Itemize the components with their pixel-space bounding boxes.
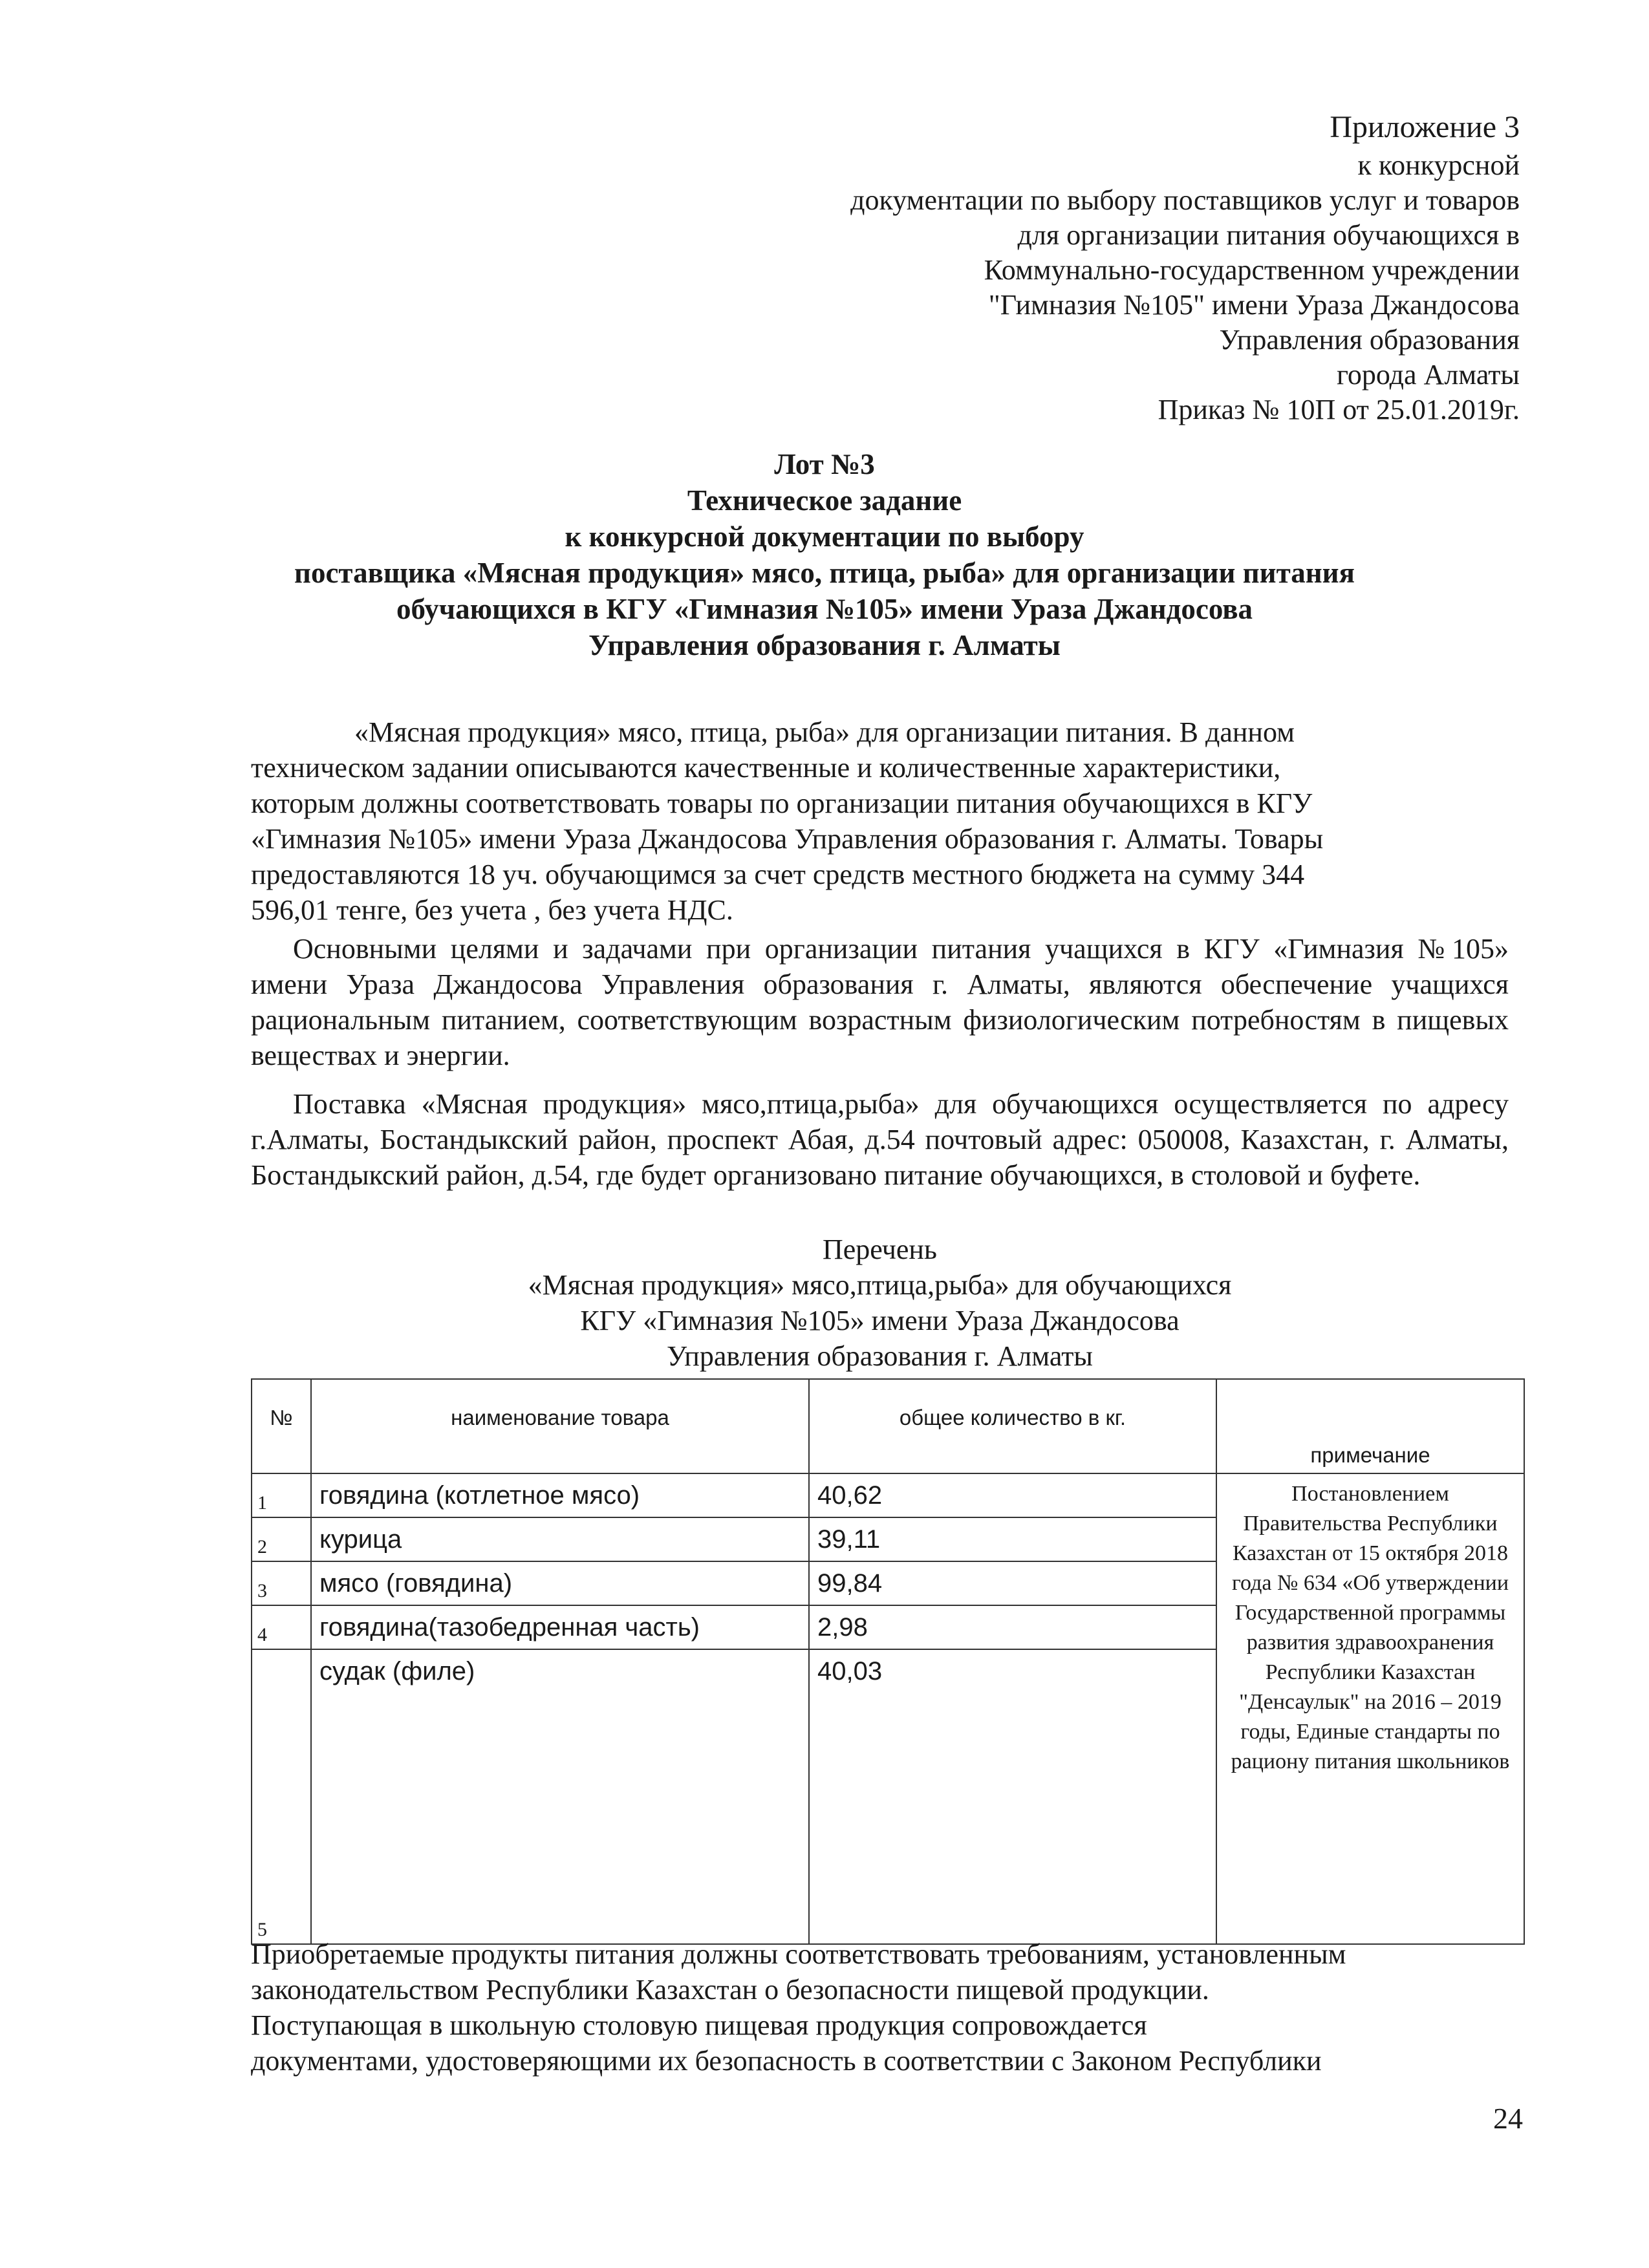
header-quantity: общее количество в кг. xyxy=(809,1379,1216,1473)
appendix-line: Приложение 3 xyxy=(1330,110,1520,144)
list-heading-line: Управления образования г. Алматы xyxy=(666,1340,1093,1372)
appendix-line: города Алматы xyxy=(1336,359,1520,390)
header-product-name: наименование товара xyxy=(311,1379,809,1473)
list-heading-line: КГУ «Гимназия №105» имени Ураза Джандосова xyxy=(580,1305,1180,1336)
product-name: говядина(тазобедренная часть) xyxy=(311,1605,809,1649)
product-name: мясо (говядина) xyxy=(311,1561,809,1605)
goods-table xyxy=(251,1378,1525,1945)
header-number: № xyxy=(252,1379,311,1473)
product-name: судак (филе) xyxy=(311,1649,809,1944)
product-quantity: 39,11 xyxy=(809,1517,1216,1561)
list-heading xyxy=(251,1232,1509,1374)
delivery-paragraph: Поставка «Мясная продукция» мясо,птица,рыба» для обучающихся осуществляется по адресу г.Алматы, Бостандыкский район, проспект Абая, д.54 почтовый адрес: 050008, Казахстан, г. Алматы, Бостандыкский район, д.54, где будет организовано питание обучающихся, в столовой и буфете. xyxy=(251,1088,1509,1191)
intro-line: которым должны соответствовать товары по организации питания обучающихся в КГУ xyxy=(251,787,1313,819)
title-line: поставщика «Мясная продукция» мясо, птица, рыба» для организации питания xyxy=(294,557,1355,589)
appendix-line: Приказ № 10П от 25.01.2019г. xyxy=(1158,394,1520,425)
intro-line: 596,01 тенге, без учета , без учета НДС. xyxy=(251,894,733,926)
table-row xyxy=(252,1473,1524,1517)
title-line: Техническое задание xyxy=(687,484,962,517)
row-number: 1 xyxy=(252,1473,311,1517)
title-line: Управления образования г. Алматы xyxy=(588,629,1061,661)
product-quantity: 40,03 xyxy=(809,1649,1216,1944)
closing-line: Поступающая в школьную столовую пищевая продукция сопровождается xyxy=(251,2009,1147,2041)
closing-paragraph xyxy=(251,1936,1509,2079)
list-heading-line: «Мясная продукция» мясо,птица,рыба» для обучающихся xyxy=(528,1269,1232,1301)
appendix-line: "Гимназия №105" имени Ураза Джандосова xyxy=(988,289,1520,321)
table-header-row xyxy=(252,1379,1524,1473)
note-cell: Постановлением Правительства Республики Казахстан от 15 октября 2018 года № 634 «Об утверждении Государственной программы развития здравоохранения Республики Казахстан "Денсаулык" на 2016 – 2019 годы, Единые стандарты по рациону питания школьников xyxy=(1216,1473,1524,1944)
appendix-line: к конкурсной xyxy=(1357,149,1520,181)
appendix-line: документации по выбору поставщиков услуг и товаров xyxy=(850,184,1520,216)
closing-line: Приобретаемые продукты питания должны соответствовать требованиям, установленным xyxy=(251,1938,1346,1970)
product-quantity: 99,84 xyxy=(809,1561,1216,1605)
product-name: говядина (котлетное мясо) xyxy=(311,1473,809,1517)
intro-line: «Гимназия №105» имени Ураза Джандосова Управления образования г. Алматы. Товары xyxy=(251,823,1324,855)
appendix-line: Управления образования xyxy=(1219,324,1520,356)
appendix-reference xyxy=(614,107,1520,427)
closing-line: документами, удостоверяющими их безопасность в соответствии с Законом Республики xyxy=(251,2045,1322,2077)
row-number: 4 xyxy=(252,1605,311,1649)
title-line: обучающихся в КГУ «Гимназия №105» имени Ураза Джандосова xyxy=(396,593,1253,625)
title-line: Лот №3 xyxy=(774,448,875,480)
row-number: 5 xyxy=(252,1649,311,1944)
page-number: 24 xyxy=(1493,2102,1523,2135)
intro-line: техническом задании описываются качественные и количественные характеристики, xyxy=(251,752,1281,784)
document-title xyxy=(246,446,1403,663)
title-line: к конкурсной документации по выбору xyxy=(565,520,1084,553)
intro-line: «Мясная продукция» мясо, птица, рыба» для организации питания. В данном xyxy=(354,716,1295,748)
row-number: 3 xyxy=(252,1561,311,1605)
product-quantity: 2,98 xyxy=(809,1605,1216,1649)
header-note: примечание xyxy=(1216,1379,1524,1473)
closing-line: законодательством Республики Казахстан о безопасности пищевой продукции. xyxy=(251,1974,1209,2006)
appendix-line: для организации питания обучающихся в xyxy=(1017,219,1520,251)
goals-paragraph: Основными целями и задачами при организации питания учащихся в КГУ «Гимназия №105» имени Ураза Джандосова Управления образования г. Алматы, являются обеспечение учащихся рациональным питанием, соответствующим возрастным физиологическим потребностям в пищевых веществах и энергии. xyxy=(251,933,1509,1071)
list-heading-line: Перечень xyxy=(822,1234,937,1265)
product-quantity: 40,62 xyxy=(809,1473,1216,1517)
product-name: курица xyxy=(311,1517,809,1561)
intro-line: предоставляются 18 уч. обучающимся за счет средств местного бюджета на сумму 344 xyxy=(251,859,1305,890)
intro-paragraph xyxy=(251,714,1509,928)
appendix-line: Коммунально-государственном учреждении xyxy=(984,254,1520,286)
row-number: 2 xyxy=(252,1517,311,1561)
